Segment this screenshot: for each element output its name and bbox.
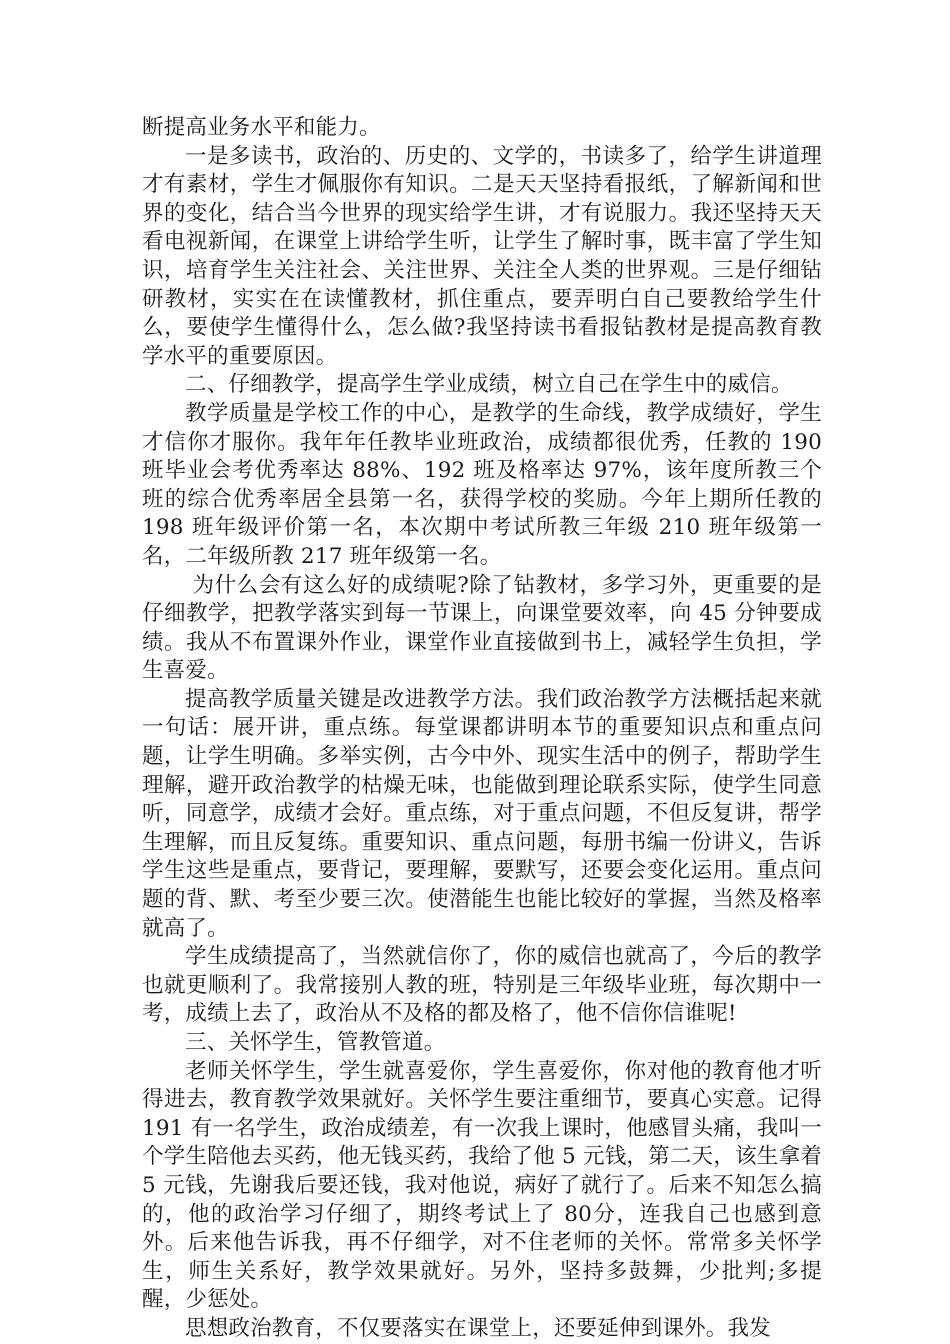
document-page: [142, 114, 822, 1344]
paragraph-caring-students: 老师关怀学生，学生就喜爱你，学生喜爱你，你对他的教育他才听得进去，教育教学效果就好。关怀学生要注重细节，要真心实意。记得 191 有一名学生，政治成绩差，有一次我上课时，他感冒头痛，我叫一个学生陪他去买药，他无钱买药，我给了他 5 元钱，第二天，该生拿着 5 元钱，先谢我后要还钱，我对他说，病好了就行了。后来不知怎么搞的，他的政治学习仔细了，期终考试上了 80分，连我自己也感到意外。后来他告诉我，再不仔细学，对不住老师的关怀。常常多关怀学生，师生关系好，教学效果就好。另外，坚持多鼓舞，少批判;多提醒，少惩处。: [142, 1058, 822, 1313]
paragraph-continuation: 断提高业务水平和能力。: [142, 115, 381, 140]
section-heading-caring: 三、关怀学生，管教管道。: [185, 1030, 446, 1055]
paragraph-political-education: 思想政治教育，不仅要落实在课堂上，还要延伸到课外。我发: [185, 1315, 771, 1341]
paragraph-good-results: 为什么会有这么好的成绩呢?除了钻教材，多学习外，更重要的是仔细教学，把教学落实到每一节课上，向课堂要效率，向 45 分钟要成绩。我从不布置课外作业，课堂作业直接做到书上，减轻学生负担，学生喜爱。: [142, 572, 822, 684]
paragraph-teaching-methods: 提高教学质量关键是改进教学方法。我们政治教学方法概括起来就一句话：展开讲，重点练。每堂课都讲明本节的重要知识点和重点问题，让学生明确。多举实例，古今中外、现实生活中的例子，帮助学生理解，避开政治教学的枯燥无味，也能做到理论联系实际，使学生同意听，同意学，成绩才会好。重点练，对于重点问题，不但反复讲，帮学生理解，而且反复练。重要知识、重点问题，每册书编一份讲义，告诉学生这些是重点，要背记，要理解，要默写，还要会变化运用。重点问题的背、默、考至少要三次。使潜能生也能比较好的掌握，当然及格率就高了。: [142, 686, 822, 941]
paragraph-teaching-quality: 教学质量是学校工作的中心，是教学的生命线，教学成绩好，学生才信你才服你。我年年任教毕业班政治，成绩都很优秀，任教的 190 班毕业会考优秀率达 88%、192 班及格率达 97%，该年度所教三个班的综合优秀率居全县第一名，获得学校的奖励。今年上期所任教的 198 班年级评价第一名，本次期中考试所教三年级 210 班年级第一名，二年级所教 217 班年级第一名。: [142, 400, 822, 569]
section-heading-teaching: 二、仔细教学，提高学生学业成绩，树立自己在学生中的威信。: [185, 372, 793, 398]
paragraph-reading-methods: 一是多读书，政治的、历史的、文学的，书读多了，给学生讲道理才有素材，学生才佩服你有知识。二是天天坚持看报纸，了解新闻和世界的变化，结合当今世界的现实给学生讲，才有说服力。我还坚持天天看电视新闻，在课堂上讲给学生听，让学生了解时事，既丰富了学生知识，培育学生关注社会、关注世界、关注全人类的世界观。三是仔细钻研教材，实实在在读懂教材，抓住重点，要弄明白自己要教给学生什么，要使学生懂得什么，怎么做?我坚持读书看报钻教材是提高教育教学水平的重要原因。: [142, 143, 822, 369]
paragraph-prestige: 学生成绩提高了，当然就信你了，你的威信也就高了，今后的教学也就更顺利了。我常接别人教的班，特别是三年级毕业班，每次期中一考，成绩上去了，政治从不及格的都及格了，他不信你信谁呢!: [142, 944, 822, 1027]
